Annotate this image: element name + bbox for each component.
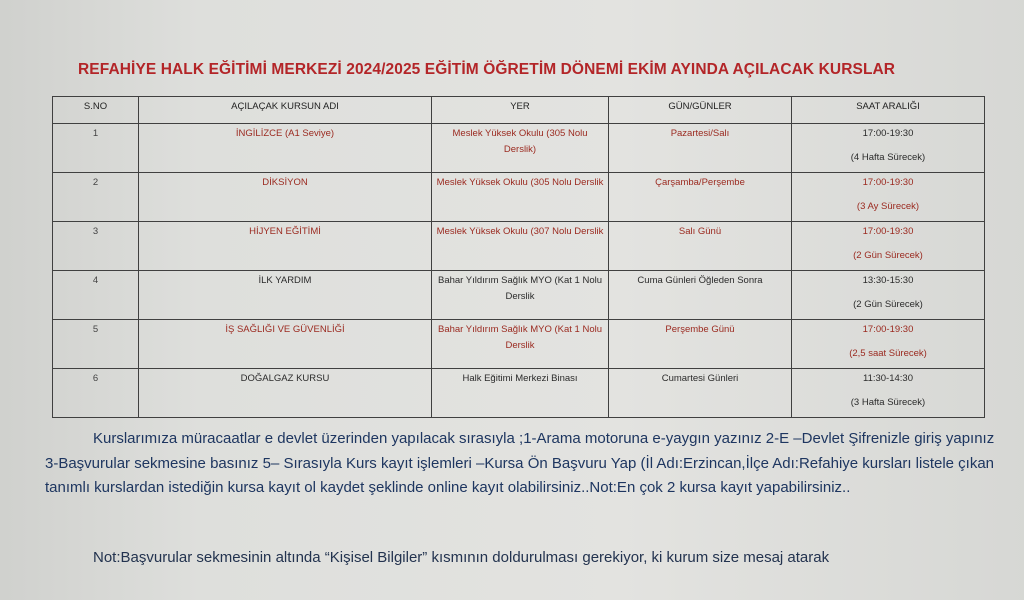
cell-place: Meslek Yüksek Okulu (305 Nolu Derslik) xyxy=(432,124,609,173)
note-paragraph: Not:Başvurular sekmesinin altında “Kişisel Bilgiler” kısmının doldurulması gerekiyor, ki kurum size mesaj atarak xyxy=(93,549,830,566)
cell-no: 1 xyxy=(53,124,139,173)
instructions-paragraph: Kurslarımıza müracaatlar e devlet üzerinden yapılacak sırasıyla ;1-Arama motoruna e-yaygın yazınız 2-E –Devlet Şifrenizle giriş yapınız 3-Başvurular sekmesine basınız 5– Sırasıyla Kurs kayıt işlemleri –Kursa Ön Başvuru Yap (İl Adı:Erzincan,İlçe Adı:Refahiye kursları listele çıkan tanımlı kurslardan istediğin kursa kayıt ol kaydet şeklinde online kayıt olabilirsiniz..Not:En çok 2 kursa kayıt yapabilirsiniz.. xyxy=(45,430,995,496)
cell-days: Salı Günü xyxy=(609,222,792,271)
cell-no: 4 xyxy=(53,271,139,320)
cell-time xyxy=(792,124,985,173)
cell-place: Meslek Yüksek Okulu (307 Nolu Derslik xyxy=(432,222,609,271)
duration: (3 Ay Sürecek) xyxy=(856,201,920,212)
table-row xyxy=(53,222,985,271)
cell-time xyxy=(792,222,985,271)
cell-place: Meslek Yüksek Okulu (305 Nolu Derslik xyxy=(432,173,609,222)
cell-course-name: İNGİLİZCE (A1 Seviye) xyxy=(139,124,432,173)
time-range: 17:00-19:30 xyxy=(862,128,914,139)
document-title: REFAHİYE HALK EĞİTİMİ MERKEZİ 2024/2025 EĞİTİM ÖĞRETİM DÖNEMİ EKİM AYINDA AÇILACAK KURSLAR xyxy=(78,61,896,78)
table-row xyxy=(53,271,985,320)
duration: (2 Gün Sürecek) xyxy=(853,299,923,310)
duration: (2 Gün Sürecek) xyxy=(853,250,923,261)
duration: (3 Hafta Sürecek) xyxy=(850,397,926,408)
cell-time xyxy=(792,369,985,418)
time-range: 13:30-15:30 xyxy=(862,275,914,286)
time-range: 17:00-19:30 xyxy=(862,177,914,188)
cell-place: Bahar Yıldırım Sağlık MYO (Kat 1 Nolu Derslik xyxy=(432,320,609,369)
duration: (4 Hafta Sürecek) xyxy=(850,152,926,163)
table-row xyxy=(53,173,985,222)
table-row xyxy=(53,320,985,369)
cell-days: Cuma Günleri Öğleden Sonra xyxy=(609,271,792,320)
header-place: YER xyxy=(432,97,609,124)
cell-days: Çarşamba/Perşembe xyxy=(609,173,792,222)
cell-no: 2 xyxy=(53,173,139,222)
cell-no: 3 xyxy=(53,222,139,271)
cell-no: 5 xyxy=(53,320,139,369)
time-range: 17:00-19:30 xyxy=(862,226,914,237)
cell-no: 6 xyxy=(53,369,139,418)
cell-course-name: HİJYEN EĞİTİMİ xyxy=(139,222,432,271)
cell-days: Perşembe Günü xyxy=(609,320,792,369)
courses-table xyxy=(52,96,985,418)
cell-time xyxy=(792,173,985,222)
cell-course-name: DOĞALGAZ KURSU xyxy=(139,369,432,418)
time-range: 17:00-19:30 xyxy=(862,324,914,335)
cell-time xyxy=(792,271,985,320)
cell-course-name: İŞ SAĞLIĞI VE GÜVENLİĞİ xyxy=(139,320,432,369)
table-header-row xyxy=(53,97,985,124)
cell-days: Cumartesi Günleri xyxy=(609,369,792,418)
table-row xyxy=(53,369,985,418)
cell-place: Bahar Yıldırım Sağlık MYO (Kat 1 Nolu Derslik xyxy=(432,271,609,320)
cell-course-name: İLK YARDIM xyxy=(139,271,432,320)
duration: (2,5 saat Sürecek) xyxy=(849,348,927,359)
cell-place: Halk Eğitimi Merkezi Binası xyxy=(432,369,609,418)
table-row xyxy=(53,124,985,173)
cell-time xyxy=(792,320,985,369)
header-time: SAAT ARALIĞI xyxy=(792,97,985,124)
header-days: GÜN/GÜNLER xyxy=(609,97,792,124)
cell-course-name: DİKSİYON xyxy=(139,173,432,222)
cell-days: Pazartesi/Salı xyxy=(609,124,792,173)
header-course-name: AÇILAÇAK KURSUN ADI xyxy=(139,97,432,124)
time-range: 11:30-14:30 xyxy=(862,373,913,384)
header-sno: S.NO xyxy=(53,97,139,124)
